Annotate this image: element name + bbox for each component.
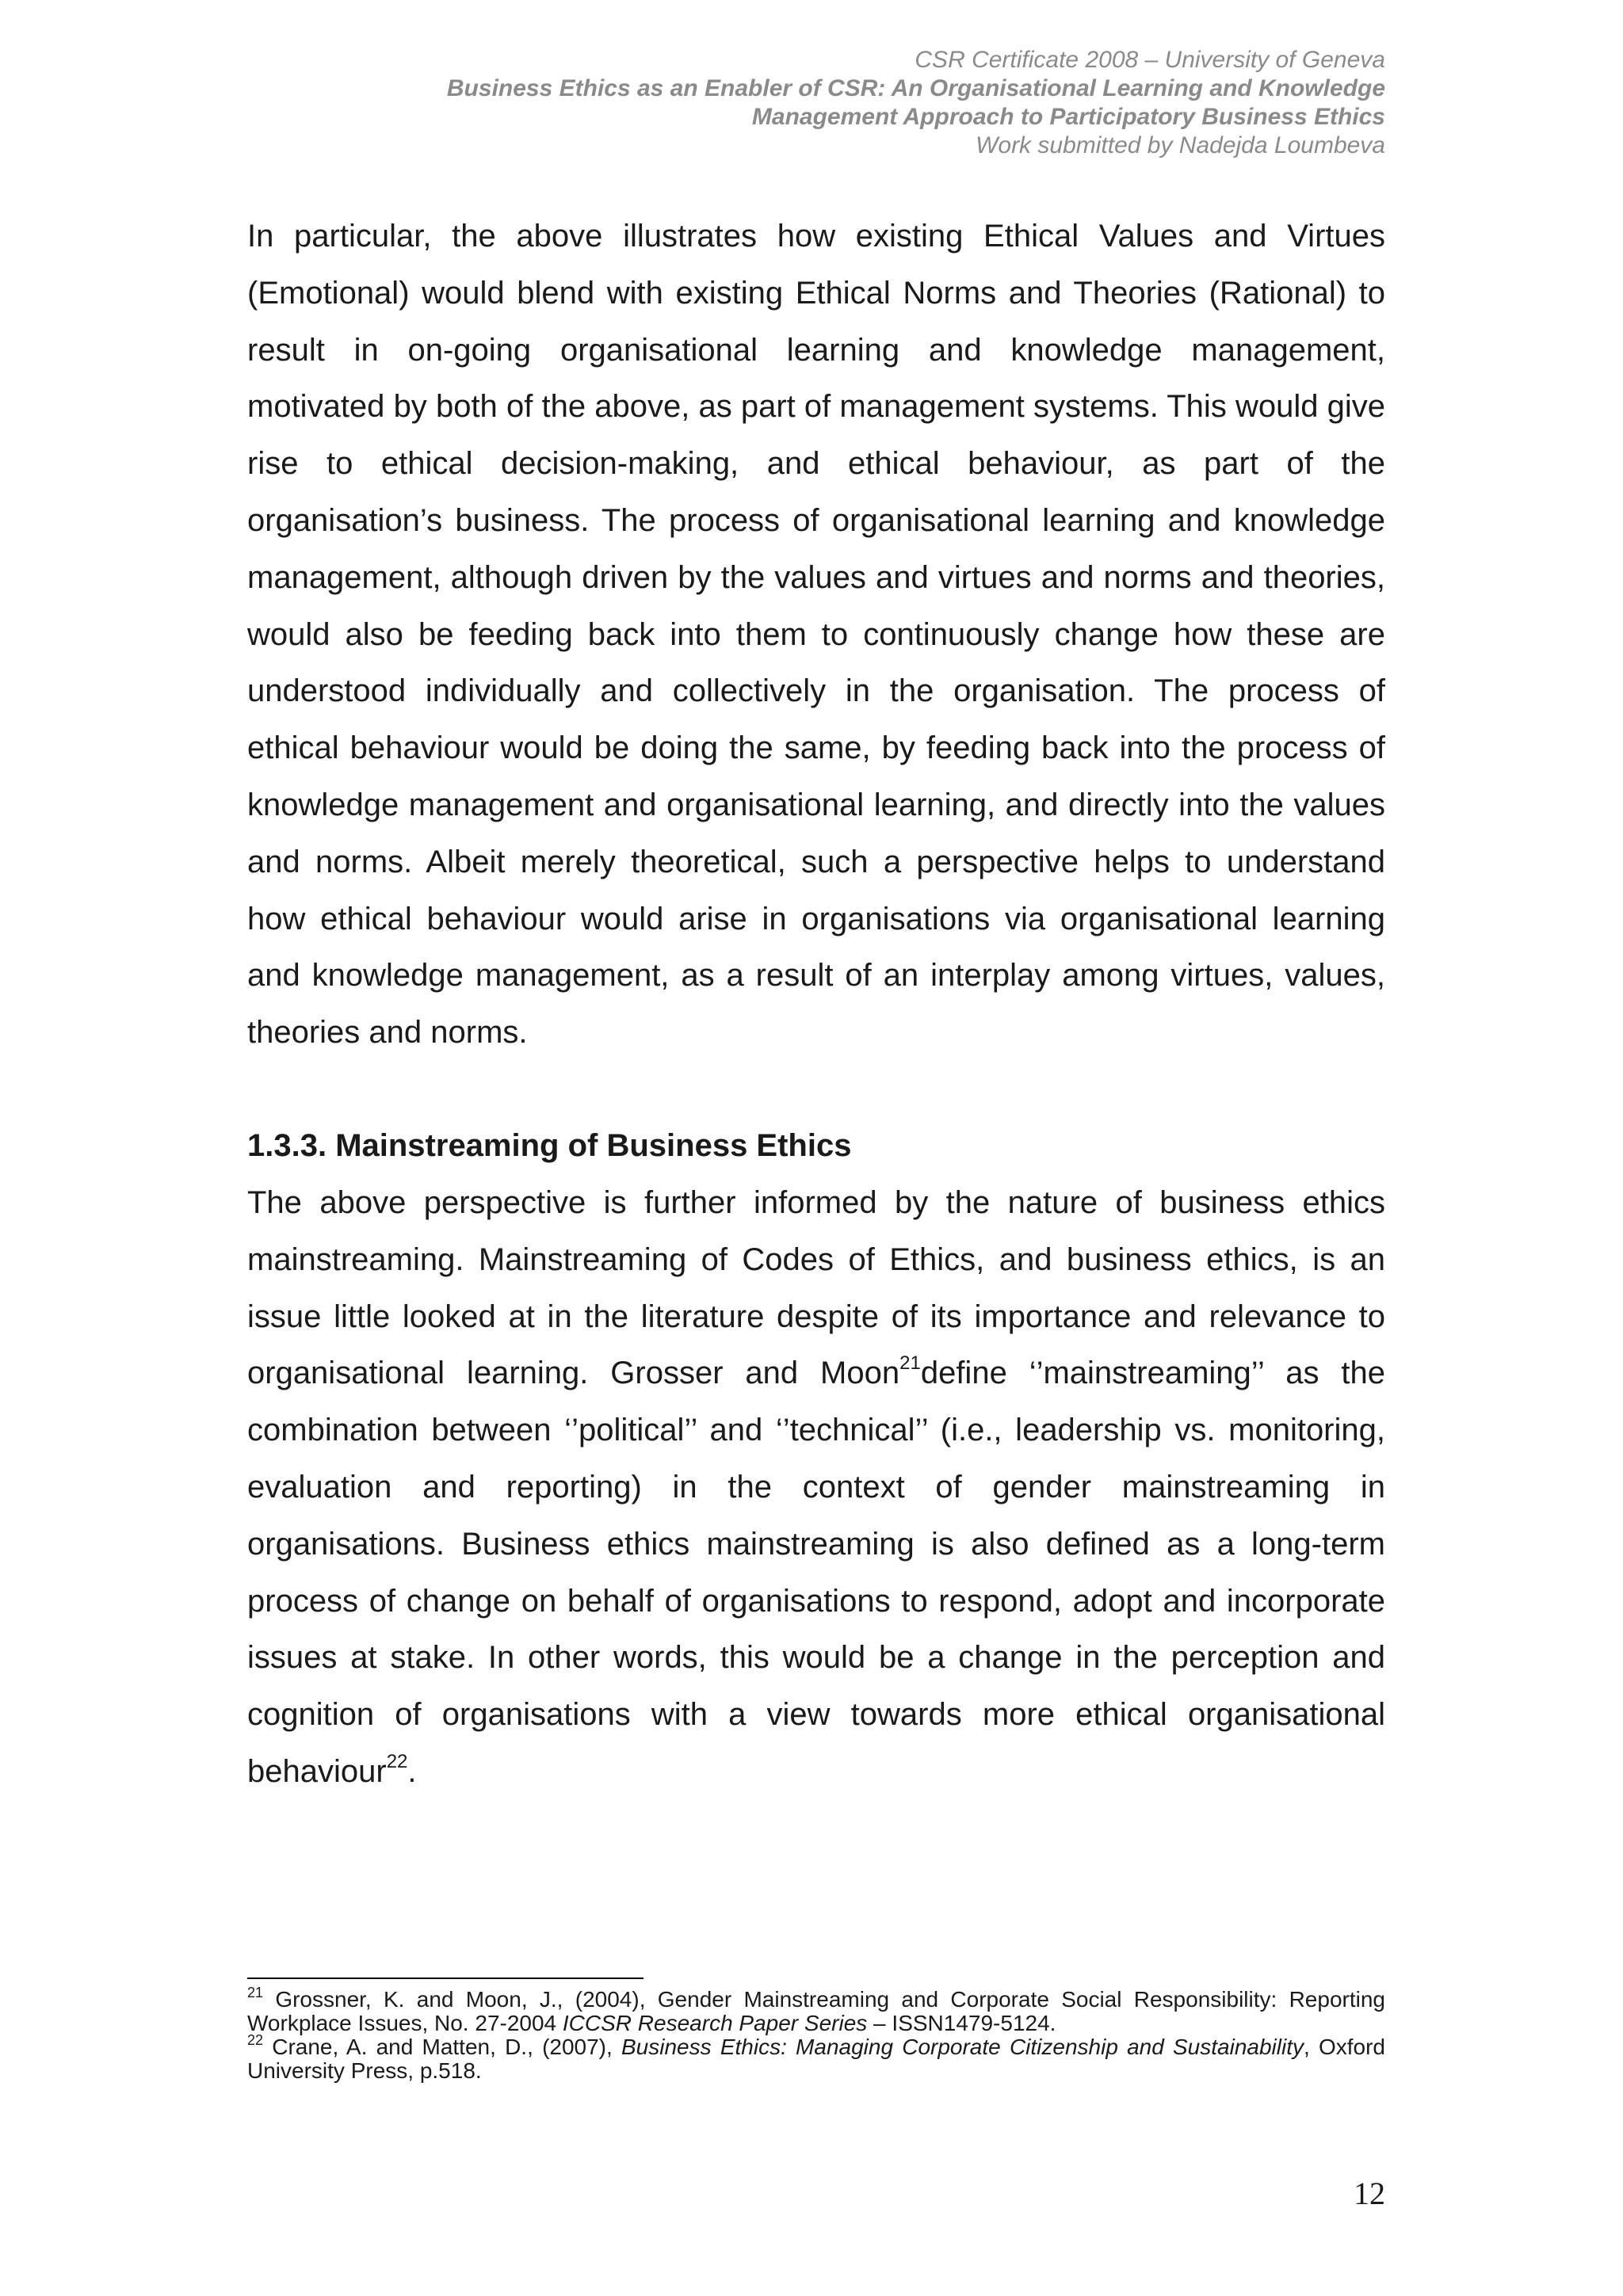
footnote-italic: Business Ethics: Managing Corporate Citizenship and Sustainability xyxy=(621,2035,1304,2059)
paragraph-text-part-2: define ‘’mainstreaming’’ as the combination between ‘’political’’ and ‘’technical’’ (i.e., leadership vs. monitoring, evaluation and reporting) in the context of gender mainstreaming in organisations. Business ethics mainstreaming is also defined as a long-term process of change on behalf of organisations to respond, adopt and incorporate issues at stake. In other words, this would be a change in the perception and cognition of organisations with a view towards more ethical organisational behaviour xyxy=(247,1356,1386,1789)
section-heading: 1.3.3. Mainstreaming of Business Ethics xyxy=(247,1128,852,1163)
paragraph-text-part-1: The above perspective is further informed by the nature of business ethics mainstreaming. Mainstreaming of Codes of Ethics, and business ethics, is an issue little looked at in the literature despite of its importance and relevance to organisational learning. Grosser and Moon xyxy=(247,1185,1385,1391)
footnote-text: Grossner, K. and Moon, J., (2004), Gender Mainstreaming and Corporate Social Responsibility: Reporting Workplace Issues, No. 27-2004 xyxy=(247,1987,1385,2035)
footnote-separator xyxy=(247,1978,643,1979)
paragraph-mainstreaming xyxy=(247,1175,1385,1801)
header-title-line-1: Business Ethics as an Enabler of CSR: An Organisational Learning and Knowledge xyxy=(446,75,1385,101)
footnote-text-end: , Oxford University Press, p.518. xyxy=(247,2035,1386,2083)
body-section-2 xyxy=(247,1175,1385,1801)
paragraph-ethical-values: In particular, the above illustrates how existing Ethical Values and Virtues (Emotional) would blend with existing Ethical Norms and Theories (Rational) to result in on-going organisational learning and knowledge management, motivated by both of the above, as part of management systems. This would give rise to ethical decision-making, and ethical behaviour, as part of the organisation’s business. The process of organisational learning and knowledge management, although driven by the values and virtues and norms and theories, would also be feeding back into them to continuously change how these are understood individually and collectively in the organisation. The process of ethical behaviour would be doing the same, by feeding back into the process of knowledge management and organisational learning, and directly into the values and norms. Albeit merely theoretical, such a perspective helps to understand how ethical behaviour would arise in organisations via organisational learning and knowledge management, as a result of an interplay among virtues, values, theories and norms. xyxy=(247,219,1385,1051)
footnote-italic: ICCSR Research Paper Series xyxy=(562,2011,868,2035)
footnote-text: Crane, A. and Matten, D., (2007), xyxy=(263,2035,621,2059)
footnote-ref-21[interactable]: 21 xyxy=(899,1352,921,1375)
header-title-line-2: Management Approach to Participatory Business Ethics xyxy=(751,104,1385,130)
footnotes xyxy=(247,1985,1386,2083)
footnote-21 xyxy=(247,1985,1385,2035)
header-author: Work submitted by Nadejda Loumbeva xyxy=(976,132,1385,158)
page-number: 12 xyxy=(1354,2176,1385,2211)
body-section-1 xyxy=(247,208,1385,1062)
footnote-text-end: – ISSN1479-5124. xyxy=(867,2011,1056,2035)
footnote-number: 22 xyxy=(247,2032,264,2048)
footnote-22 xyxy=(247,2032,1386,2083)
running-header xyxy=(197,46,1385,160)
footnote-ref-22[interactable]: 22 xyxy=(386,1750,408,1772)
header-certificate: CSR Certificate 2008 – University of Geneva xyxy=(915,47,1385,73)
paragraph-text-end: . xyxy=(407,1753,417,1789)
footnote-number: 21 xyxy=(247,1985,264,2000)
